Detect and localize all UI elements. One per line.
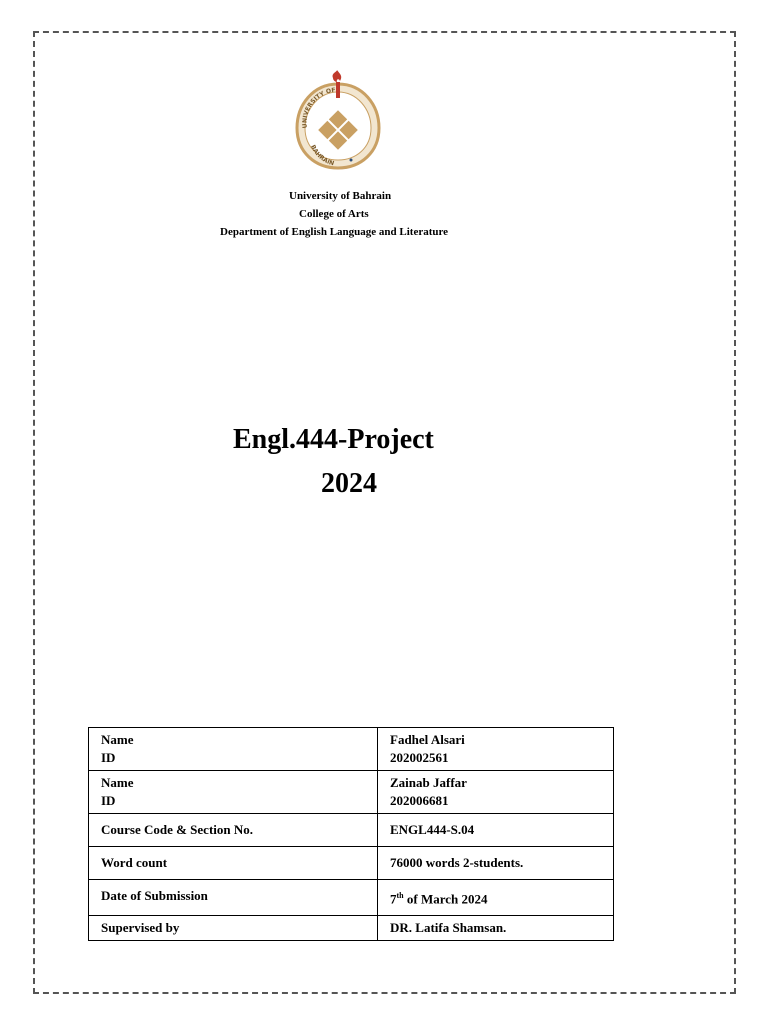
project-title: Engl.444-Project <box>233 424 434 455</box>
date-day: 7 <box>390 891 397 907</box>
word-count-label: Word count <box>89 847 378 880</box>
id-label: ID <box>101 793 116 808</box>
id-label: ID <box>101 750 116 765</box>
project-year: 2024 <box>321 468 377 499</box>
submission-date-label: Date of Submission <box>89 880 378 916</box>
logo-ring-text-top: UNIVERSITY OF <box>301 86 336 129</box>
table-row <box>89 880 614 916</box>
department-name: Department of English Language and Literature <box>220 226 449 238</box>
university-logo <box>293 70 383 170</box>
supervisor-label: Supervised by <box>89 916 378 941</box>
name-label: Name <box>101 775 134 790</box>
table-row <box>89 916 614 941</box>
table-row <box>89 814 614 847</box>
student-id: 202006681 <box>390 793 449 808</box>
table-cell-label <box>89 728 378 771</box>
table-row <box>89 771 614 814</box>
table-cell-value <box>378 771 614 814</box>
university-name: University of Bahrain <box>289 190 392 202</box>
date-ordinal-suffix: th <box>396 891 404 900</box>
logo-ring-text-bottom: BAHRAIN <box>309 143 335 168</box>
table-row <box>89 847 614 880</box>
student-info-table <box>88 727 614 941</box>
table-row <box>89 728 614 771</box>
student-name: Fadhel Alsari <box>390 732 465 747</box>
table-cell-value <box>378 728 614 771</box>
college-name: College of Arts <box>299 208 369 220</box>
student-name: Zainab Jaffar <box>390 775 467 790</box>
table-cell-label <box>89 771 378 814</box>
course-code-value: ENGL444-S.04 <box>378 814 614 847</box>
supervisor-value: DR. Latifa Shamsan. <box>378 916 614 941</box>
course-code-label: Course Code & Section No. <box>89 814 378 847</box>
student-id: 202002561 <box>390 750 449 765</box>
date-month-year: of March 2024 <box>403 891 488 907</box>
word-count-value: 76000 words 2-students. <box>378 847 614 880</box>
submission-date-value <box>378 880 614 916</box>
name-label: Name <box>101 732 134 747</box>
